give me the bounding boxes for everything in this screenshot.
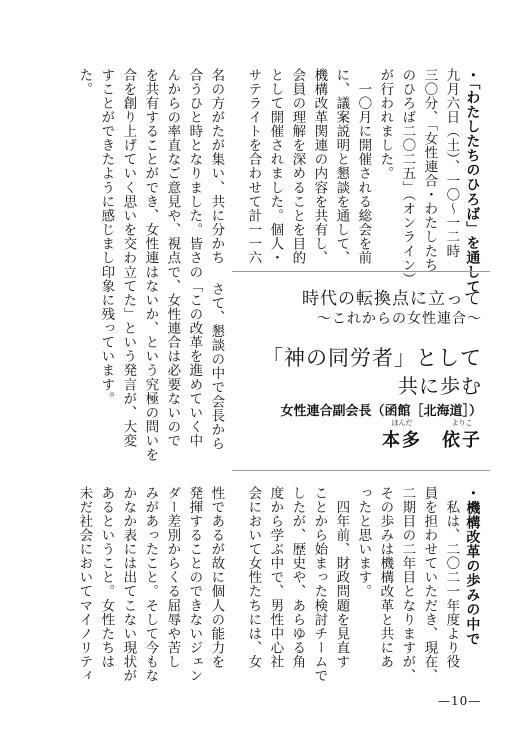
article-title-block	[232, 276, 490, 451]
author-surname: 本多 ほんだ	[382, 419, 422, 451]
text-column: 印象に残っています。	[98, 265, 115, 406]
title-subtitle: ～これからの女性連合～	[317, 311, 482, 327]
text-column: みがあったこと。そして今もな	[142, 486, 159, 683]
text-column: 四年前、財政問題を見直す	[333, 486, 350, 669]
text-column: はないか、という究極の問いを	[142, 265, 159, 462]
text-column: 名の方がたが集い、共に分かち	[208, 68, 225, 265]
text-column: んからの率直なご意見や、視点	[164, 68, 181, 265]
text-column: 機構改革関連の内容を共有し、	[311, 68, 328, 265]
text-column: さて、懇談の中で会長から	[208, 282, 225, 451]
title-kicker: 時代の転換点に立って	[302, 289, 482, 309]
text-column: た。	[76, 68, 93, 97]
text-column: すことができたように感じまし	[98, 68, 115, 265]
text-column: 発揮することのできないジェン	[186, 486, 203, 683]
author-given-name: 依子 よりこ	[442, 419, 482, 451]
text-column: ダー差別からくる屈辱や苦し	[164, 486, 181, 669]
text-column: 三〇分、「女性連合・わたしたち	[421, 68, 438, 272]
text-column: 合うひと時となりました。皆さ	[186, 68, 203, 265]
text-column: その歩みは機構改革と共にあ	[377, 486, 394, 669]
text-column: 性であるが故に個人の能力を	[208, 486, 225, 669]
text-column: 私は、二〇二一年度より役	[443, 486, 460, 669]
author-role: 女性連合副会長（函館［北海道］）	[280, 404, 482, 419]
section-heading-kikou: ・機構改革の歩みの中で	[464, 486, 481, 647]
text-column: 九月六日（土）、一〇～一二時	[443, 68, 460, 258]
text-column: を共有することができ、女性連	[142, 68, 159, 265]
text-column: ったと思います。	[355, 486, 372, 599]
text-column: に、議案説明と懇談を通して、	[333, 68, 350, 265]
text-column: あるということ。女性たちは	[98, 486, 115, 669]
text-column: として開催されました。個人・	[267, 68, 284, 265]
text-column: したが、歴史や、あらゆる角	[289, 486, 306, 669]
text-column: 度から学ぶ中で、男性中心社	[267, 486, 284, 669]
title-bottom-rule	[232, 470, 490, 471]
text-column: 立てた」という発言が、大変	[120, 265, 137, 448]
main-title-line-2: 共に歩む	[398, 374, 482, 398]
main-title-line-1: 「神の同労者」として	[262, 346, 482, 370]
text-column: サテライトを合わせて計一一六	[245, 68, 262, 265]
text-column: ことから始まった検討チームで	[311, 486, 328, 683]
author-given-name-furigana: よりこ	[451, 419, 473, 427]
text-column: 二期目の二年目となりますが、	[399, 486, 416, 683]
text-column: が行われました。	[377, 68, 394, 181]
text-column: で、女性連合は必要ないので	[164, 265, 181, 448]
text-column: 会員の理解を深めることを目的	[289, 68, 306, 265]
page-number: —10—	[438, 694, 482, 708]
text-column: 員を担わせていただき、現在、	[421, 486, 438, 683]
text-column: 会において女性たちには、女	[245, 486, 262, 669]
text-column: のひろば二〇二五」（オンライン）	[399, 68, 416, 287]
author-name	[382, 419, 482, 452]
title-top-rule	[232, 271, 490, 272]
text-column: 一〇月に開催される総会を前	[355, 68, 372, 265]
text-column: 未だ社会においてマイノリティ	[76, 486, 93, 683]
section-heading-hiroba: ・「わたしたちのひろば」を通して	[464, 68, 481, 294]
text-column: 合を創り上げていく思いを交わ	[120, 68, 137, 265]
text-column: かなか表には出てこない現状が	[120, 486, 137, 683]
author-surname-furigana: ほんだ	[391, 419, 413, 427]
text-column: の「この改革を進めていく中	[186, 265, 203, 448]
